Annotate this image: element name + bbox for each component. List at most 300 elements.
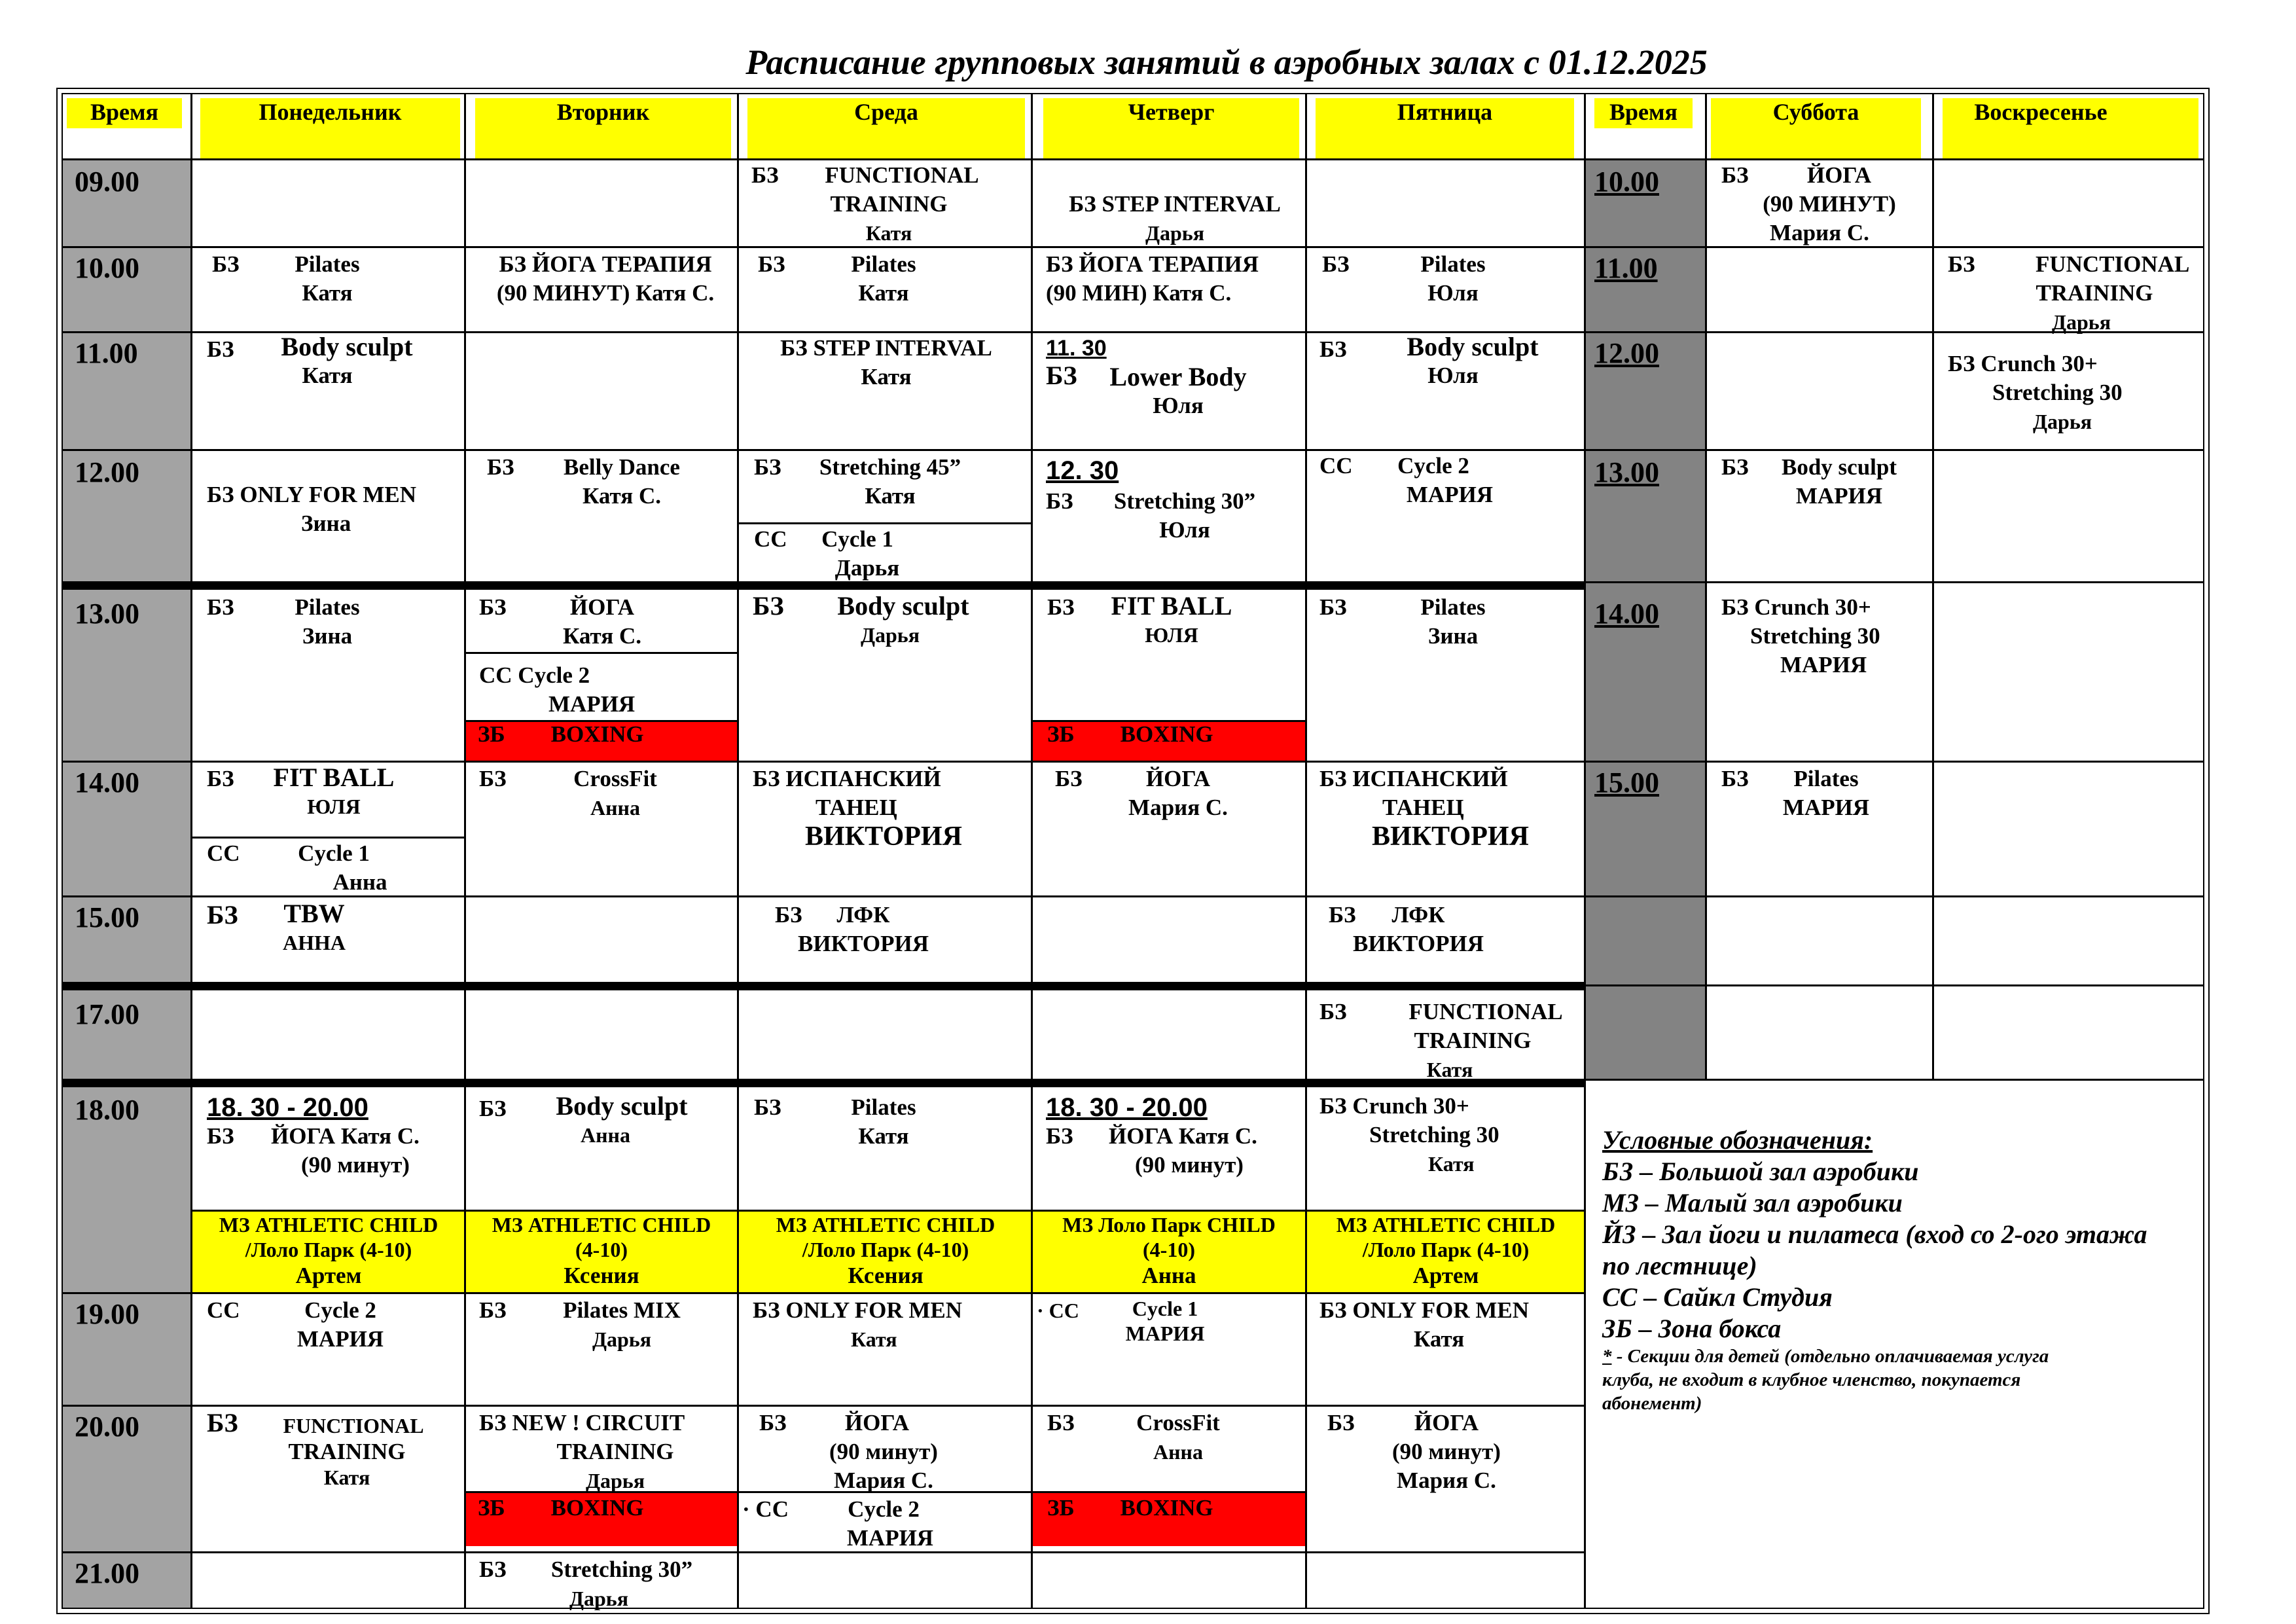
instructor: Катя [858, 280, 909, 306]
instructor: АННА [283, 931, 346, 954]
class-wed-1100 [749, 334, 1024, 391]
class-tue-1900-title [543, 1296, 700, 1354]
instructor: Мария С. [1128, 795, 1228, 820]
duration: (90 минут) [829, 1439, 938, 1464]
class-mon-1300-title [236, 593, 419, 651]
room-code: БЗ [1047, 1410, 1075, 1435]
class-mon-2000-title [249, 1413, 445, 1490]
legend-note-line: клуба, не входит в клубное членство, покупается [1602, 1369, 2021, 1390]
class-name: ЙОГА [1806, 162, 1872, 188]
instructor: Мария С. [1770, 220, 1869, 245]
time-label-weekend: 12.00 [1594, 337, 1659, 369]
header-time: Время [90, 99, 158, 125]
room-code: БЗ [1046, 361, 1077, 390]
class-name: Pilates [851, 1094, 916, 1120]
instructor: МАРИЯ [1125, 1322, 1205, 1345]
class-sat-1400 [1721, 593, 1931, 679]
room-code: БЗ [479, 1297, 507, 1323]
class-name: МЗ ATHLETIC CHILD [219, 1213, 439, 1236]
legend-note-line: абонемент) [1602, 1393, 1702, 1414]
room-code: БЗ [775, 902, 802, 928]
room-code: БЗ [207, 336, 234, 362]
time-label: 13.00 [75, 598, 139, 630]
class-name: Cycle 2 [304, 1297, 376, 1323]
instructor: (90 МИН) Катя С. [1046, 280, 1232, 306]
class-thu-1000 [1046, 250, 1301, 308]
class-wed-1400 [753, 765, 1028, 851]
time-label: 09.00 [75, 166, 139, 198]
class-sat-1000-title [1734, 161, 1905, 247]
class-tue-2100-title [524, 1555, 720, 1613]
instructor: Катя [865, 483, 916, 509]
class-name: Pilates [295, 594, 360, 620]
class-name: TRAINING [830, 191, 948, 217]
class-name: МЗ ATHLETIC CHILD [776, 1213, 996, 1236]
time-label: 12.00 [75, 456, 139, 488]
instructor: Анна [1141, 1263, 1196, 1288]
instructor: Дарья [592, 1327, 652, 1351]
class-wed-1500-title [788, 901, 939, 958]
time-label-weekend: 15.00 [1594, 767, 1659, 799]
time-label-weekend: 13.00 [1594, 456, 1659, 488]
instructor: Катя [1414, 1326, 1465, 1352]
time-label: 21.00 [75, 1557, 139, 1589]
grid-vline [1584, 93, 1586, 1609]
room-code: БЗ [487, 454, 514, 480]
class-name: Pilates [1420, 251, 1486, 277]
room-code: БЗ [479, 594, 507, 620]
time-label: 18.00 [75, 1094, 139, 1126]
class-name: БЗ ONLY FOR MEN [207, 482, 417, 507]
class-fri-1000-title [1361, 250, 1545, 308]
class-tue-1300c [478, 720, 733, 749]
instructor: Катя [858, 1123, 909, 1149]
room-code: БЗ [1327, 1410, 1355, 1435]
page-title: Расписание групповых занятий в аэробных залах с 01.12.2025 [745, 43, 1708, 82]
class-name: FUNCTIONAL [283, 1414, 424, 1437]
class-name-cont: TRAINING [2036, 280, 2153, 306]
instructor: Анна [1153, 1440, 1203, 1464]
duration: (90 минут) [301, 1152, 410, 1178]
room-code: СС [754, 526, 787, 552]
class-name: БЗ ЙОГА ТЕРАПИЯ [499, 251, 712, 277]
legend-item: СС – Сайкл Студия [1602, 1282, 1833, 1312]
grid-vline [190, 93, 192, 1609]
class-name: FIT BALL [273, 763, 395, 792]
grid-hline [1584, 581, 2204, 583]
room-code: БЗ [1047, 594, 1075, 620]
class-name-cont: TRAINING [556, 1439, 674, 1464]
class-mon-1100-title [249, 333, 445, 390]
room-code: БЗ [751, 162, 779, 188]
class-name: ЛФК [1391, 902, 1445, 928]
class-tue-1300a-title [537, 593, 668, 651]
instructor: Катя [865, 221, 912, 245]
grid-vline [464, 93, 466, 1609]
class-name: Cycle 2 [1397, 453, 1469, 478]
class-name: МЗ ATHLETIC CHILD [1336, 1213, 1556, 1236]
duration: (90 МИНУТ) [1763, 191, 1896, 217]
class-name: БЗ ONLY FOR MEN [753, 1297, 963, 1323]
class-name-cont: ТАНЕЦ [1382, 795, 1464, 820]
class-name: БЗ NEW ! CIRCUIT [479, 1410, 685, 1435]
grid-hline [1584, 984, 2204, 986]
instructor: Катя [302, 363, 353, 388]
grid-vline [1305, 93, 1307, 1609]
class-name: БЗ STEP INTERVAL [780, 335, 992, 361]
instructor: Катя [1426, 1058, 1473, 1081]
grid-subline [192, 837, 465, 839]
class-fri-2000-title [1374, 1409, 1518, 1495]
instructor: Анна [581, 1123, 630, 1147]
child-class-thu [1034, 1212, 1304, 1290]
grid-hline [62, 158, 2204, 160]
class-name: ЙОГА [844, 1410, 910, 1435]
instructor: ЮЛЯ [307, 795, 361, 818]
class-wed-1200b-title [805, 525, 910, 583]
room-code: БЗ [753, 591, 784, 621]
instructor: Анна [590, 796, 640, 820]
note-mark: * [1602, 1346, 1612, 1367]
class-name: Body sculpt [837, 591, 969, 621]
instructor: Дарья [2033, 410, 2092, 433]
class-name: CrossFit [1136, 1410, 1220, 1435]
class-name-cont: TRAINING [1414, 1028, 1532, 1053]
room-code: БЗ [1948, 251, 1975, 277]
class-mon-1000-title [236, 250, 419, 308]
class-name: ЙОГА [1145, 766, 1211, 791]
class-thu-1200-title [1106, 487, 1263, 545]
class-name-cont: ТАНЕЦ [816, 795, 897, 820]
instructor: Артем [295, 1263, 362, 1288]
class-tue-2000b [478, 1494, 733, 1523]
room-code: БЗ [754, 454, 781, 480]
instructor: ВИКТОРИЯ [1353, 931, 1484, 956]
room-code: БЗ [207, 1408, 238, 1437]
class-name: ЙОГА Катя С. [271, 1123, 420, 1149]
room-code: БЗ [754, 1094, 781, 1120]
room-code: БЗ [1322, 251, 1350, 277]
class-name: СС Cycle 2 [479, 662, 590, 688]
instructor: Мария С. [1397, 1468, 1496, 1493]
time-label-weekend: 11.00 [1594, 252, 1658, 284]
class-name: BOXING [1120, 721, 1213, 747]
class-wed-1800-title [792, 1093, 975, 1151]
room-code: СС [1319, 453, 1353, 478]
class-name: МЗ ATHLETIC CHILD [492, 1213, 711, 1236]
time-label-weekend: 10.00 [1594, 166, 1659, 198]
legend-item: БЗ – Большой зал аэробики [1602, 1157, 1919, 1186]
class-tue-1300b [479, 661, 734, 719]
class-wed-1900 [753, 1296, 1028, 1354]
instructor: Катя С. [583, 483, 661, 509]
child-class-fri [1308, 1212, 1583, 1290]
class-name: CrossFit [573, 766, 657, 791]
room-code: БЗ [1046, 488, 1073, 514]
time-label: 14.00 [75, 767, 139, 799]
grid-vline [737, 93, 739, 1609]
boxing-class [1047, 1494, 1302, 1523]
legend-item: ЗБ – Зона бокса [1602, 1314, 1782, 1343]
time-column-left [63, 160, 191, 1608]
room-code: БЗ [207, 594, 234, 620]
instructor: МАРИЯ [1782, 795, 1870, 820]
class-fri-1300-title [1361, 593, 1545, 651]
room-code: БЗ [479, 1096, 507, 1121]
class-name: БЗ ONLY FOR MEN [1319, 1297, 1530, 1323]
start-time: 18. 30 - 20.00 [207, 1093, 368, 1122]
instructor: Юля [1427, 280, 1479, 306]
class-fri-1500-title [1343, 901, 1494, 958]
class-sat-1300-title [1767, 453, 1911, 511]
header-sunday: Воскресенье [1974, 99, 2108, 125]
class-mon-1400a-title [262, 763, 406, 821]
class-name: Lower Body [1109, 362, 1247, 391]
class-name: ЙОГА [569, 594, 635, 620]
room-code: БЗ [1721, 162, 1749, 188]
header-wednesday: Среда [854, 99, 918, 125]
instructor: ВИКТОРИЯ [1372, 821, 1529, 852]
instructor: МАРИЯ [1406, 482, 1494, 507]
instructor: МАРИЯ [1795, 483, 1883, 509]
class-name: Cycle 1 [298, 840, 370, 866]
instructor: ВИКТОРИЯ [805, 821, 962, 852]
class-name: FUNCTIONAL [825, 162, 979, 188]
class-name: Body sculpt [1407, 332, 1539, 361]
room-code: ЗБ [1047, 1495, 1075, 1521]
room-code: БЗ [1721, 454, 1749, 480]
class-fri-1800 [1319, 1092, 1581, 1178]
room-code: БЗ [1721, 766, 1749, 791]
instructor: Катя [1428, 1152, 1475, 1176]
class-wed-1300-title [812, 592, 995, 649]
class-name: Cycle 2 [848, 1496, 920, 1522]
class-name: Stretching 45” [819, 454, 961, 480]
header-monday: Понедельник [259, 99, 402, 125]
class-tue-1800-title [517, 1092, 726, 1149]
grid-vline [1031, 93, 1033, 1609]
room-code: ЗБ [478, 721, 505, 747]
class-mon-1400b-title [268, 839, 399, 897]
class-tue-2000a [479, 1409, 734, 1437]
instructor: Катя [851, 1327, 897, 1351]
room-code: ЗБ [1047, 721, 1075, 747]
legend-note [1602, 1344, 2147, 1368]
room-code: БЗ [207, 1123, 234, 1149]
note-text: - Секции для детей (отдельно оплачиваемая услуга [1611, 1346, 2049, 1367]
class-name: Cycle 1 [821, 526, 893, 552]
duration: (90 минут) [1392, 1439, 1501, 1464]
class-sat-1500-title [1761, 765, 1892, 822]
class-name: Cycle 1 [1132, 1297, 1198, 1320]
class-sun-1200 [1948, 350, 2197, 436]
grid-subline [465, 652, 738, 654]
room-code: · СС [742, 1496, 789, 1522]
location: (4-10) [1143, 1238, 1195, 1261]
class-name: Pilates [1420, 594, 1486, 620]
class-name: FUNCTIONAL [1408, 999, 1563, 1024]
grid-hline [62, 1405, 1585, 1407]
instructor: Ксения [564, 1263, 639, 1288]
instructor: Юля [1153, 393, 1204, 418]
time-label-weekend: 14.00 [1594, 598, 1659, 630]
class-wed-2000a-title [805, 1409, 962, 1495]
class-mon-1800-title [262, 1122, 458, 1180]
legend-item: ЙЗ – Зал йоги и пилатеса (вход со 2-ого этажа [1602, 1219, 2147, 1249]
class-name: ЛФК [836, 902, 890, 928]
start-time: 12. 30 [1046, 456, 1119, 485]
instructor: Дарья [1145, 221, 1205, 245]
time-label: 15.00 [75, 901, 139, 933]
instructor: ВИКТОРИЯ [798, 931, 929, 956]
location: /Лоло Парк (4-10) [245, 1238, 412, 1261]
class-name-cont: Stretching 30 [1992, 380, 2123, 405]
class-name: Pilates MIX [563, 1297, 681, 1323]
class-sun-1100-title [2009, 250, 2190, 336]
grid-subline [738, 522, 1032, 524]
class-wed-2000b-title [818, 1495, 949, 1553]
instructor: Дарья [569, 1587, 629, 1610]
child-class-mon [194, 1212, 463, 1290]
class-name: Pilates [851, 251, 916, 277]
class-name: ЙОГА [1414, 1410, 1479, 1435]
instructor: Дарья [860, 623, 920, 647]
legend [1602, 1125, 2147, 1415]
class-wed-1200a-title [798, 453, 982, 511]
class-name: Body sculpt [281, 332, 413, 361]
instructor: Дарья [2051, 310, 2111, 334]
class-fri-1100-title [1374, 333, 1571, 390]
instructor: Дарья [834, 555, 900, 581]
class-name: FIT BALL [1111, 591, 1232, 621]
class-wed-1000-title [792, 250, 975, 308]
class-name: BOXING [550, 721, 644, 747]
class-tue-2000a-title [537, 1437, 694, 1495]
room-code: БЗ [758, 251, 785, 277]
boxing-class [478, 720, 733, 749]
class-wed-0900-title [751, 161, 1026, 247]
class-name: МЗ Лоло Парк CHILD [1062, 1213, 1276, 1236]
room-code: БЗ [1329, 902, 1356, 928]
class-name: БЗ Crunch 30+ [1319, 1093, 1469, 1119]
class-name: BOXING [550, 1495, 644, 1521]
header-saturday: Суббота [1772, 99, 1859, 125]
grid-hline [62, 449, 2204, 451]
location: (4-10) [575, 1238, 628, 1261]
grid-vline [1932, 93, 1934, 1080]
room-code: БЗ [1319, 999, 1347, 1024]
room-code: БЗ [1319, 336, 1347, 362]
class-thu-1300b [1047, 720, 1302, 749]
room-code: СС [207, 1297, 240, 1323]
instructor: Дарья [585, 1469, 645, 1492]
class-name: БЗ ИСПАНСКИЙ [1319, 766, 1508, 791]
start-time: 11. 30 [1046, 336, 1107, 361]
start-time: 18. 30 - 20.00 [1046, 1093, 1208, 1122]
class-tue-1000 [478, 250, 733, 308]
grid-hline [1584, 1079, 2204, 1081]
time-label: 20.00 [75, 1411, 139, 1443]
class-name: Stretching 30” [550, 1557, 693, 1582]
child-class-wed [740, 1212, 1031, 1290]
location: /Лоло Парк (4-10) [1362, 1238, 1530, 1261]
class-tue-1400-title [543, 765, 687, 822]
room-code: СС [207, 840, 240, 866]
room-code: · СС [1037, 1299, 1079, 1322]
class-name: BOXING [1120, 1495, 1213, 1521]
class-name: БЗ Crunch 30+ [1948, 351, 2098, 376]
class-fri-1200-title [1368, 452, 1499, 509]
time-label: 19.00 [75, 1298, 139, 1330]
class-thu-1800-title [1100, 1122, 1296, 1180]
instructor: МАРИЯ [296, 1326, 384, 1352]
legend-title: Условные обозначения: [1602, 1125, 1873, 1155]
class-name: БЗ ИСПАНСКИЙ [753, 766, 941, 791]
instructor: МАРИЯ [548, 691, 636, 717]
class-fri-1700-title [1374, 998, 1571, 1084]
instructor: Зина [302, 623, 353, 649]
class-thu-2000b [1047, 1494, 1302, 1523]
room-code: БЗ [207, 766, 234, 791]
header-friday: Пятница [1397, 99, 1493, 125]
instructor: Мария С. [834, 1468, 933, 1493]
instructor: ЮЛЯ [1145, 623, 1198, 647]
class-name-cont: Stretching 30 [1369, 1122, 1499, 1147]
room-code: ЗБ [478, 1495, 505, 1521]
class-name: ЙОГА Катя С. [1109, 1123, 1257, 1149]
child-class-tue [467, 1212, 736, 1290]
class-tue-1200-title [543, 453, 700, 511]
instructor: (90 МИНУТ) Катя С. [496, 280, 715, 306]
class-mon-1200 [207, 480, 462, 538]
class-name: Stretching 30” [1113, 488, 1256, 514]
class-thu-0900 [1047, 190, 1302, 247]
room-code: БЗ [207, 900, 238, 929]
class-name: Body sculpt [1781, 454, 1897, 480]
instructor: Катя С. [563, 623, 641, 649]
class-mon-1900-title [275, 1296, 406, 1354]
class-fri-1400 [1319, 765, 1581, 851]
instructor: Артем [1412, 1263, 1479, 1288]
time-label: 11.00 [75, 337, 138, 369]
duration: (90 минут) [1135, 1152, 1244, 1178]
instructor: Юля [1427, 363, 1479, 388]
boxing-class [478, 1494, 733, 1523]
class-name: БЗ Crunch 30+ [1721, 594, 1871, 620]
instructor: МАРИЯ [1780, 652, 1867, 677]
instructor: Катя [323, 1466, 370, 1489]
room-code: БЗ [1055, 766, 1083, 791]
class-thu-1400-title [1100, 765, 1257, 822]
grid-thick-line [62, 982, 1585, 990]
header-thursday: Четверг [1128, 99, 1215, 125]
class-thu-1300a-title [1106, 592, 1237, 649]
class-name: БЗ ЙОГА ТЕРАПИЯ [1046, 251, 1259, 277]
class-thu-2000a-title [1106, 1409, 1250, 1466]
class-mon-1500-title [268, 899, 360, 957]
instructor: Зина [1427, 623, 1479, 649]
room-code: БЗ [479, 1557, 507, 1582]
instructor: Зина [301, 511, 351, 536]
legend-item: по лестнице) [1602, 1251, 1757, 1280]
room-code: БЗ [759, 1410, 787, 1435]
class-name: БЗ STEP INTERVAL [1069, 191, 1281, 217]
location: /Лоло Парк (4-10) [802, 1238, 969, 1261]
instructor: МАРИЯ [846, 1525, 934, 1551]
class-name: FUNCTIONAL [2036, 251, 2190, 277]
room-code: БЗ [479, 766, 507, 791]
class-name: TBW [283, 899, 345, 928]
